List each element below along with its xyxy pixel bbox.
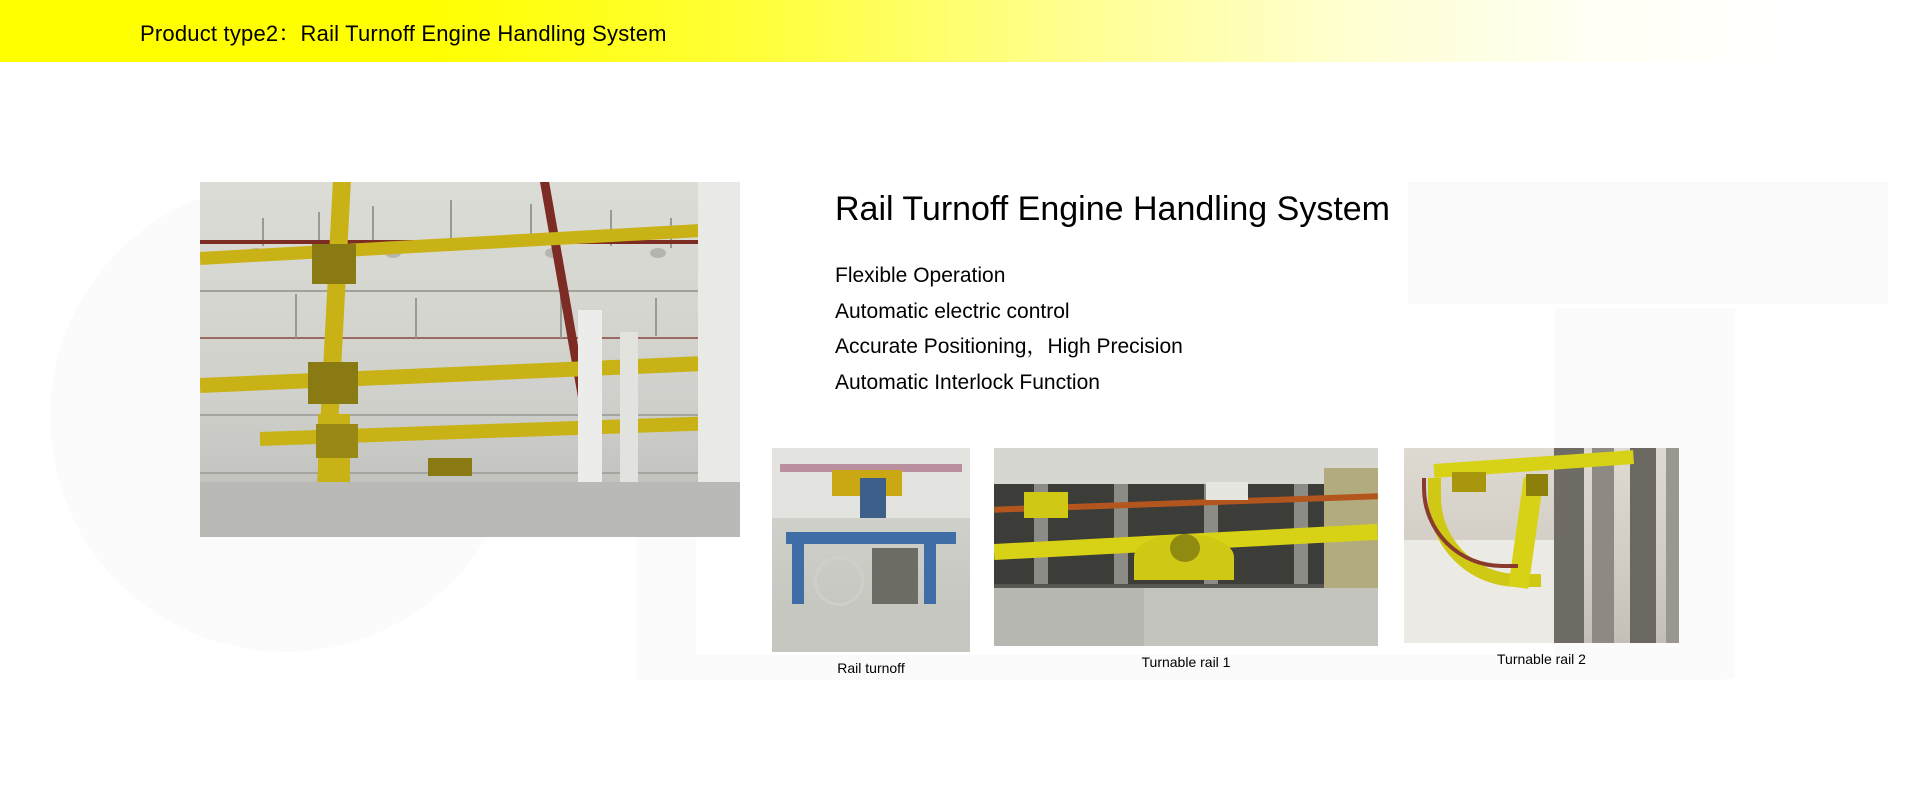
thumbnail-caption: Turnable rail 1 [1141, 654, 1231, 670]
thumbnail-caption: Rail turnoff [837, 660, 905, 676]
feature-item: Flexible Operation [835, 264, 1006, 287]
thumbnail-item [994, 448, 1378, 670]
thumbnail-image-turnable-rail-2 [1404, 448, 1679, 643]
thumbnail-gallery [772, 448, 1692, 688]
feature-item: Automatic electric control [835, 299, 1070, 323]
thumbnail-image-turnable-rail-1 [994, 448, 1378, 646]
banner-title: Product type2：Rail Turnoff Engine Handling System [140, 21, 667, 46]
thumbnail-image-rail-turnoff [772, 448, 970, 652]
feature-item: Accurate Positioning，High Precision [835, 335, 1183, 358]
feature-item: Automatic Interlock Function [835, 370, 1100, 394]
thumbnail-item [1404, 448, 1679, 667]
header-banner [0, 0, 1920, 62]
thumbnail-item [772, 448, 970, 676]
thumbnail-caption: Turnable rail 2 [1497, 651, 1586, 667]
hero-image [200, 182, 740, 537]
page-title: Rail Turnoff Engine Handling System [835, 190, 1391, 228]
feature-list [835, 258, 1535, 400]
